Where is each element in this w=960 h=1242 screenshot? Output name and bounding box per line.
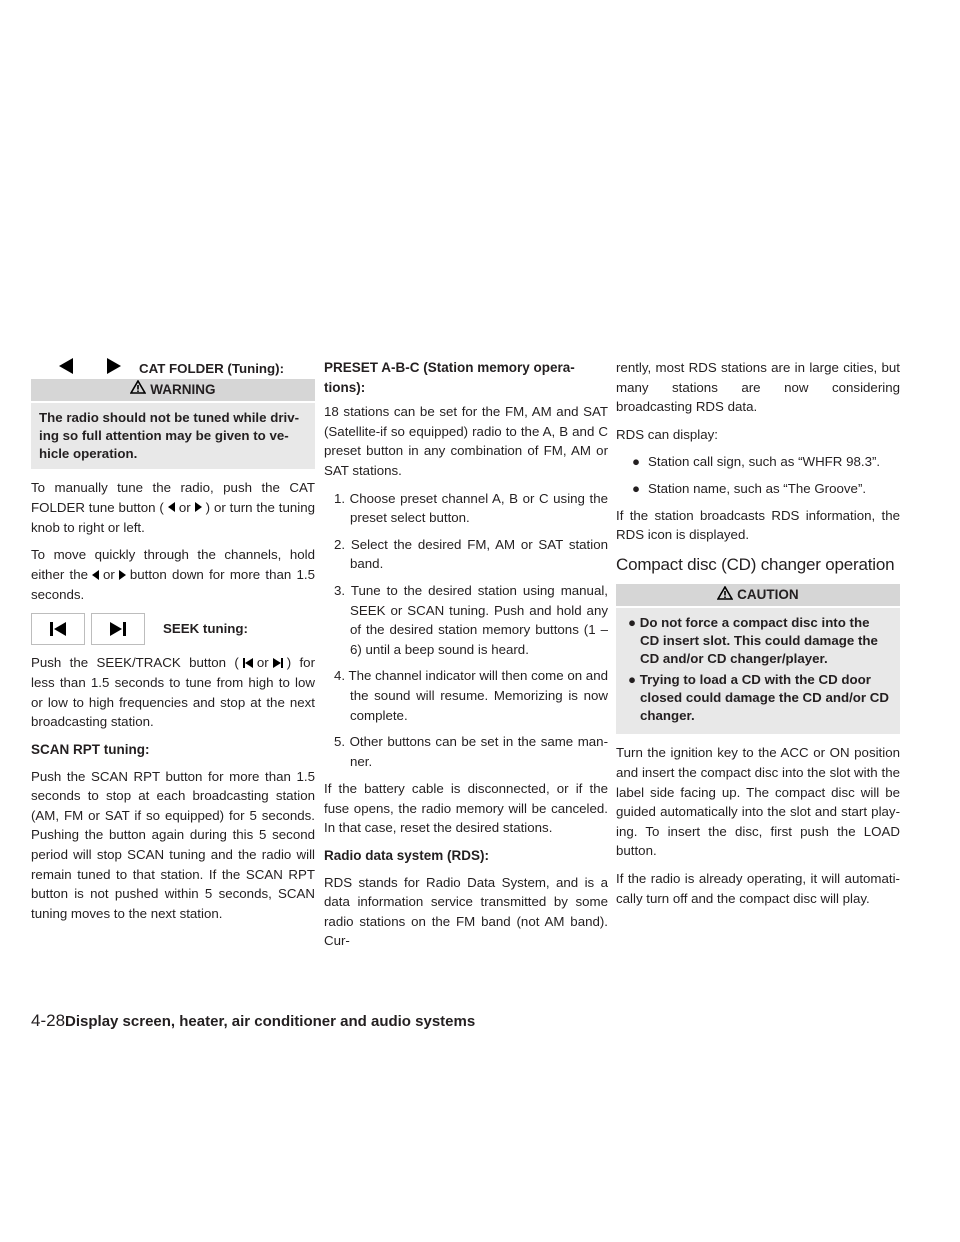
left-arrow-icon (59, 358, 73, 380)
cd-insert-paragraph: Turn the ignition key to the ACC or ON position and insert the compact disc into the slot with the label side facing up. The compact disc will be guided automatically into the slot and start play-ing. To insert the disc, first push the LOAD button. (616, 745, 900, 859)
rds-cont-paragraph: rently, most RDS stations are in large cities, but many stations are now considering broadcasting RDS data. (616, 360, 900, 415)
seek-forward-icon (91, 613, 145, 645)
warning-label: WARNING (150, 382, 216, 397)
chapter-title: Display screen, heater, air conditioner and audio systems (65, 1013, 476, 1030)
warning-header (31, 379, 315, 401)
warning-icon (717, 585, 733, 607)
list-item: ● Station name, such as “The Groove”. (632, 480, 867, 496)
quick-move-text-b: button down for more than 1.5 seconds. (31, 567, 315, 603)
scan-paragraph: Push the SCAN RPT button for more than 1.5 seconds to stop at each broadcasting station (AM, FM or SAT if so equipped) for 5 seconds. Pushing the button again during this 5 second period will stop SCAN tuning and the radio will remain tuned to that station. If the SCAN RPT button is not pushed within 5 seconds, SCAN tuning moves to the next station. (31, 768, 315, 921)
cat-folder-heading: CAT FOLDER (Tuning): (139, 361, 284, 376)
seek-heading: SEEK tuning: (163, 621, 248, 637)
seek-text-b: ) for less than 1.5 seconds to tune from high to low or low to high frequencies and stop at the next broadcasting station. (31, 654, 316, 730)
rds-paragraph: RDS stands for Radio Data System, and is a data information service transmitted by some radio stations on the FM band (not AM band). Cur- (324, 874, 608, 949)
seek-text-a: Push the SEEK/TRACK button ( (31, 654, 239, 670)
list-item: ● Do not force a compact disc into the CD insert slot. This could damage the CD and/or CD changer/player. (628, 615, 878, 667)
right-arrow-icon (119, 566, 126, 586)
rds-heading: Radio data system (RDS): (324, 848, 490, 864)
warning-text: The radio should not be tuned while driv-ing so full attention may be given to ve-hicle operation. (31, 403, 315, 469)
preset-steps (324, 489, 608, 772)
or-text: or (103, 567, 115, 583)
rds-bullets (616, 452, 900, 498)
cd-play-paragraph: If the radio is already operating, it will automati-cally turn off and the compact disc will play. (616, 870, 900, 906)
left-arrow-icon (168, 498, 175, 518)
column-2 (324, 360, 608, 959)
seek-paragraph (31, 653, 315, 732)
left-arrow-icon (92, 566, 99, 586)
preset-paragraph: 18 stations can be set for the FM, AM and SAT (Satellite-if so equipped) radio to the A, B and C preset button in any combination of FM, AM or SAT stations. (324, 404, 608, 478)
caution-label: CAUTION (737, 587, 799, 603)
list-item: 5. Other buttons can be set in the same man-ner. (334, 734, 608, 769)
right-arrow-icon (107, 358, 121, 380)
page-number: 4-28 (31, 1011, 66, 1030)
battery-paragraph: If the battery cable is disconnected, or if the fuse opens, the radio memory will be canceled. In that case, reset the desired stations. (324, 781, 608, 836)
quick-move-text-a: To move quickly through the channels, hold either the (31, 547, 315, 583)
right-arrow-icon (195, 498, 202, 518)
page-footer (31, 1011, 475, 1031)
quick-move-paragraph (31, 545, 315, 604)
or-text: or (178, 499, 191, 515)
rds-display-paragraph: RDS can display: (616, 426, 718, 442)
caution-header (616, 584, 900, 606)
cat-folder-heading-row (31, 358, 315, 380)
column-1 (31, 361, 316, 931)
or-text: or (256, 654, 269, 670)
list-item: 4. The channel indicator will then come on and the sound will resume. Memorizing is now complete. (334, 668, 608, 723)
list-item: 3. Tune to the desired station using manual, SEEK or SCAN tuning. Push and hold any of the desired station memory buttons (1 – 6) until a beep sound is heard. (334, 582, 608, 657)
manual-tune-text-b: ) or turn the tuning knob to right or left. (31, 499, 316, 535)
scan-heading: SCAN RPT tuning: (31, 742, 150, 757)
preset-heading: PRESET A-B-C (Station memory opera-tions): (324, 360, 575, 395)
cd-section-title: Compact disc (CD) changer operation (616, 554, 895, 574)
warning-icon (130, 379, 146, 401)
list-item: ● Station call sign, such as “WHFR 98.3”. (632, 454, 881, 470)
list-item: 2. Select the desired FM, AM or SAT station band. (334, 536, 608, 572)
track-forward-icon (273, 654, 283, 674)
list-item: 1. Choose preset channel A, B or C using the preset select button. (334, 490, 608, 526)
track-back-icon (243, 654, 253, 674)
manual-tune-paragraph (31, 478, 315, 537)
rds-icon-paragraph: If the station broadcasts RDS information, the RDS icon is displayed. (616, 507, 900, 543)
manual-tune-text-a: To manually tune the radio, push the CAT FOLDER tune button ( (31, 480, 315, 515)
seek-heading-row (31, 613, 315, 645)
list-item: ● Trying to load a CD with the CD door closed could damage the CD and/or CD changer. (628, 672, 889, 724)
column-3 (616, 360, 900, 916)
caution-body (616, 608, 900, 734)
seek-back-icon (31, 613, 85, 645)
